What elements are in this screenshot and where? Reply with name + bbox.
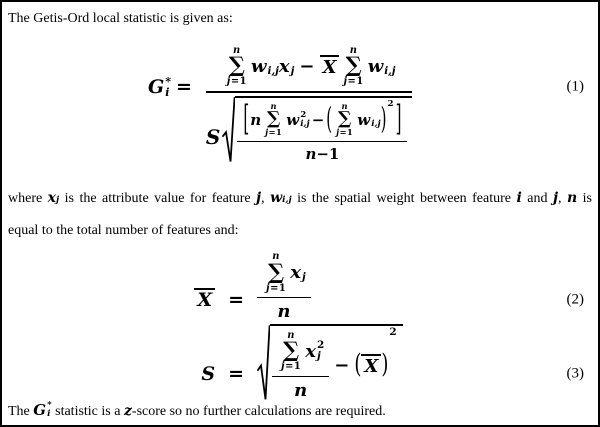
eq1-main-fraction: [206, 45, 413, 164]
i-subscript: i: [165, 86, 170, 100]
x-squared-j: x 2 j: [305, 339, 325, 363]
summation: [343, 45, 363, 88]
sum-lower-limit: j=1: [343, 76, 364, 88]
eq2-numerator: [257, 251, 311, 298]
sum-upper-limit: n: [233, 44, 241, 56]
equation-number: (3): [566, 365, 584, 382]
minus-sign: −: [311, 110, 325, 129]
eq3-lhs: [190, 363, 244, 385]
w-ij: w i,j: [367, 55, 396, 78]
g-symbol: G: [148, 76, 165, 99]
eq2-fraction: [257, 251, 311, 322]
summation: n ∑ j=1: [265, 100, 283, 138]
where-line-2: equal to the total number of features and:: [8, 223, 239, 239]
x-bar: X: [361, 354, 381, 377]
eq3-fraction: [272, 330, 329, 401]
g-scripts: [165, 76, 171, 99]
minus-sign: −: [334, 354, 350, 376]
equals-sign: =: [176, 76, 192, 99]
equation-number: (2): [566, 291, 584, 308]
n-symbol: n: [567, 190, 578, 207]
eq3-numerator: [272, 330, 329, 377]
x-j: x j: [290, 262, 306, 284]
summation: n ∑ j=1: [281, 329, 302, 373]
i-symbol: i: [516, 190, 522, 207]
n-symbol: n: [250, 110, 262, 129]
i-subscript: i: [47, 409, 51, 419]
x-bar: X: [194, 288, 215, 311]
squared-superscript: 2: [316, 339, 325, 352]
squared-superscript: 2: [300, 109, 307, 120]
left-paren: (: [326, 100, 333, 137]
equation-number: (1): [566, 78, 584, 95]
eq1-denominator: [206, 93, 413, 164]
squared-superscript: 2: [387, 98, 394, 109]
equation-1: [8, 35, 592, 173]
s-symbol: S: [205, 124, 221, 149]
equals-sign: =: [228, 288, 244, 311]
radical-icon: [222, 96, 235, 164]
sigma-icon: ∑: [283, 338, 300, 364]
g-star-i-symbol: G * i: [33, 400, 52, 419]
sum-upper-limit: n: [349, 44, 358, 56]
j-symbol: j: [256, 190, 262, 207]
right-paren: ): [381, 349, 389, 380]
sum-lower-limit: j=1: [226, 76, 247, 88]
summation: [227, 45, 247, 88]
z-symbol: z: [123, 403, 132, 419]
left-paren: (: [354, 349, 362, 380]
where-line-1: where x j is the attribute value for feature j, w i,j is the spatial weight between feature i and j, n is: [8, 182, 592, 215]
square-root: [257, 324, 403, 402]
equation-3: [8, 322, 592, 404]
radicand: [270, 324, 403, 402]
star-superscript: *: [165, 74, 171, 88]
w-ij: w i,j: [251, 55, 279, 78]
radicand: [235, 96, 412, 164]
eq1-inner-denominator: n − 1: [305, 144, 340, 163]
minus-sign: −: [299, 55, 315, 77]
star-superscript: *: [47, 400, 52, 411]
g-star-i-symbol: [148, 76, 171, 99]
w-ij: w i,j: [357, 110, 381, 129]
sigma-icon: ∑: [228, 53, 245, 79]
x-j: x j: [278, 55, 295, 78]
footer-text: The G * i statistic is a z-score so no further calculations are required.: [8, 400, 386, 419]
equation-2: [8, 252, 592, 322]
s-symbol: S: [201, 362, 216, 385]
x-j: x j: [47, 190, 60, 207]
sigma-icon: ∑: [267, 108, 281, 130]
w-ij: w i,j: [270, 190, 292, 207]
square-root: [222, 96, 412, 164]
where-paragraph: [8, 182, 592, 247]
eq3-denominator: n: [294, 379, 308, 401]
intro-text: The Getis-Ord local statistic is given as:: [8, 11, 233, 26]
eq1-numerator: [206, 45, 413, 93]
summation: n ∑ j=1: [336, 100, 354, 138]
sigma-icon: ∑: [345, 53, 362, 79]
eq1-inner-numerator: [237, 97, 407, 142]
squared-superscript: 2: [389, 326, 397, 339]
eq1-lhs: [148, 76, 197, 99]
equals-sign: =: [228, 362, 244, 385]
sigma-icon: ∑: [268, 259, 285, 285]
eq2-lhs: [190, 288, 244, 311]
radical-icon: [257, 324, 270, 402]
j-symbol: j: [552, 190, 559, 207]
w-squared-ij: w 2 i,j: [286, 109, 310, 129]
x-bar: X: [320, 55, 340, 78]
right-bracket: ]: [395, 97, 402, 140]
right-paren: ): [380, 100, 387, 137]
summation: n ∑ j=1: [266, 251, 287, 294]
sigma-icon: ∑: [338, 108, 352, 130]
left-bracket: [: [243, 97, 250, 140]
eq1-inner-fraction: [237, 97, 407, 163]
eq2-denominator: n: [277, 301, 291, 323]
